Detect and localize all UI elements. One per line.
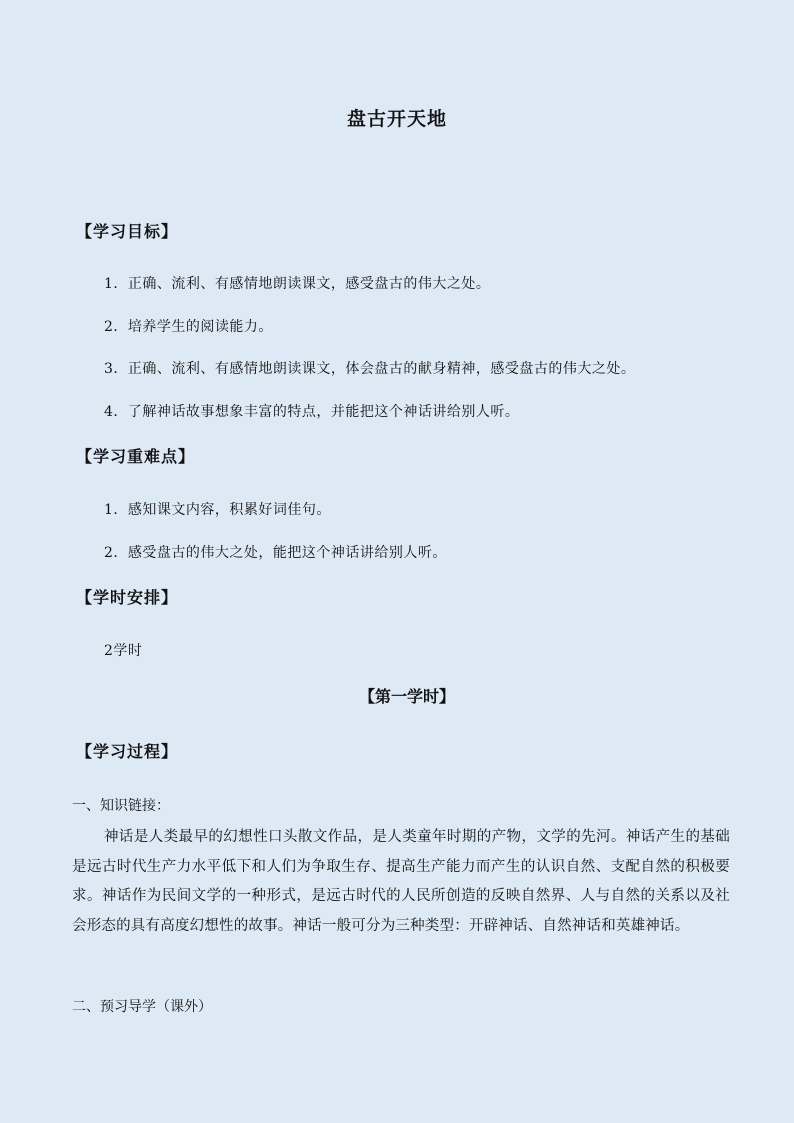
goals-heading: 【学习目标】: [76, 222, 179, 241]
goal-item-4: 4．了解神话故事想象丰富的特点，并能把这个神话讲给别人听。: [104, 404, 520, 420]
page-title: 盘古开天地: [346, 108, 447, 130]
key-point-item-2: 2．感受盘古的伟大之处，能把这个神话讲给别人听。: [104, 545, 447, 561]
process-heading: 【学习过程】: [76, 742, 179, 761]
knowledge-link-title: 一、知识链接：: [72, 798, 170, 814]
preview-guide-title: 二、预习导学（课外）: [72, 999, 212, 1015]
schedule-heading: 【学时安排】: [76, 588, 179, 607]
key-point-item-1: 1．感知课文内容，积累好词佳句。: [104, 502, 331, 518]
goal-item-2: 2．培养学生的阅读能力。: [104, 319, 273, 335]
schedule-value: 2学时: [104, 643, 143, 659]
knowledge-link-paragraph: 神话是人类最早的幻想性口头散文作品，是人类童年时期的产物，文学的先河。神话产生的基础是远古时代生产力水平低下和人们为争取生存、提高生产能力而产生的认识自然、支配自然的积极要求。神话作为民间文学的一种形式，是远古时代的人民所创造的反映自然界、人与自然的关系以及社会形态的具有高度幻想性的故事。神话一般可分为三种类型：开辟神话、自然神话和英雄神话。: [72, 829, 730, 934]
goal-item-3: 3．正确、流利、有感情地朗读课文，体会盘古的献身精神，感受盘古的伟大之处。: [104, 361, 636, 377]
key-points-heading: 【学习重难点】: [76, 447, 196, 466]
goal-item-1: 1．正确、流利、有感情地朗读课文，感受盘古的伟大之处。: [104, 276, 491, 292]
first-period-heading: 【第一学时】: [358, 687, 455, 706]
